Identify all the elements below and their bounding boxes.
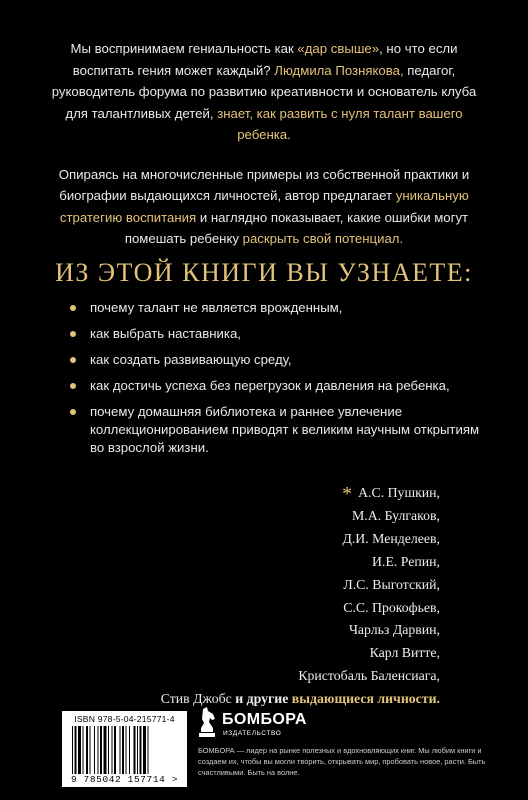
list-item: почему талант не является врожденным, xyxy=(70,299,490,317)
list-item: как создать развивающую среду, xyxy=(70,351,490,369)
name-item: Л.С. Выготский, xyxy=(343,576,440,592)
annotation-text xyxy=(40,38,488,268)
intro-paragraph-2: Опираясь на многочисленные примеры из собственной практики и биографии выдающихся личностей, автор предлагает уникальную стратегию воспитания и наглядно показывает, какие ошибки могут помешать ребенку раскрыть свой потенциал. xyxy=(58,166,470,246)
name-item: * А.С. Пушкин, xyxy=(342,483,440,505)
bullet-list xyxy=(70,299,490,465)
list-item: почему домашняя библиотека и раннее увлечение коллекционированием приводят к великим научным открытиям во взрослой жизни. xyxy=(70,403,490,457)
ean-digits: 9 785042 157714 > xyxy=(70,774,179,785)
asterisk-icon: * xyxy=(342,483,353,505)
barcode xyxy=(62,711,187,787)
name-item: Карл Витте, xyxy=(369,645,440,661)
logo-subtitle: ИЗДАТЕЛЬСТВО xyxy=(223,730,282,737)
logo-name: БОМБОРА xyxy=(222,711,307,728)
name-item: Д.И. Менделеев, xyxy=(342,530,440,546)
name-item: И.Е. Репин, xyxy=(372,553,440,569)
publisher-tagline: БОМБОРА — лидер на рынке полезных и вдохновляющих книг. Мы любим книги и создаем их, чтобы вы могли творить, открывать мир, пробовать новое, расти. Быть счастливыми. Быть на волне. xyxy=(198,746,486,777)
publisher-logo xyxy=(198,707,318,743)
name-item: М.А. Булгаков, xyxy=(352,507,440,523)
name-item: Кристобаль Баленсиага, xyxy=(298,668,440,684)
section-heading: ИЗ ЭТОЙ КНИГИ ВЫ УЗНАЕТЕ: xyxy=(55,258,473,287)
isbn-label: ISBN 978-5-04-215771-4 xyxy=(74,714,175,724)
barcode-icon xyxy=(70,726,179,774)
list-item: как достичь успеха без перегрузок и давления на ребенка, xyxy=(70,377,490,395)
famous-names-list xyxy=(60,480,440,711)
name-item-last: Стив Джобс и другие выдающиеся личности. xyxy=(160,691,440,707)
list-item: как выбрать наставника, xyxy=(70,325,490,343)
intro-paragraph-1: Мы воспринимаем гениальность как «дар свыше», но что если воспитать гения может каждый? Людмила Познякова, педагог, руководитель форума по развитию креативности и основатель клуба для талантливых детей, знает, как развить с нуля талант вашего ребенка. xyxy=(51,41,477,142)
name-item: С.С. Прокофьев, xyxy=(343,599,440,615)
name-item: Чарльз Дарвин, xyxy=(348,622,440,638)
chess-knight-icon xyxy=(198,707,218,739)
